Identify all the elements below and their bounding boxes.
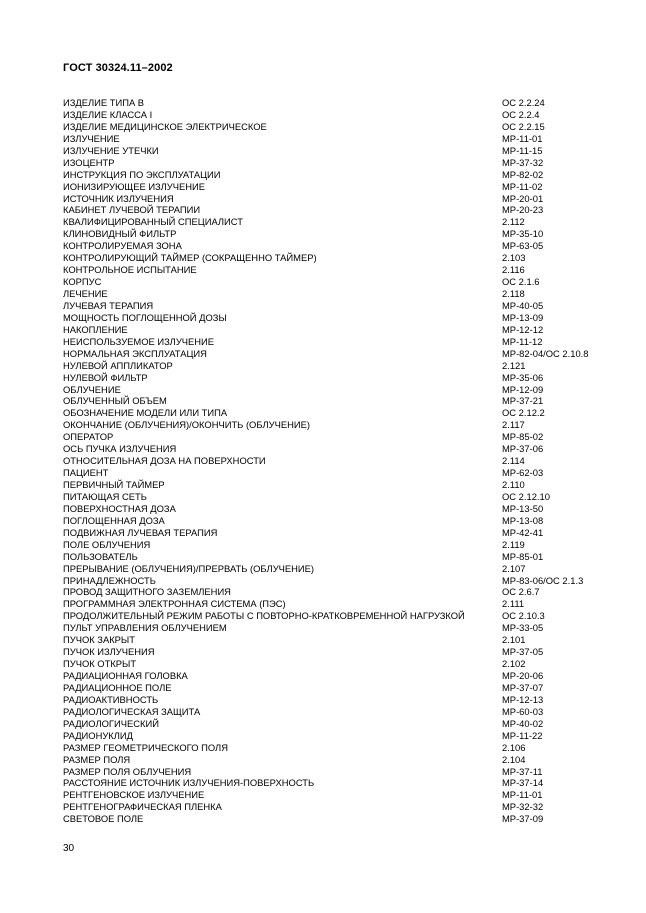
index-term: ОБЛУЧЕННЫЙ ОБЪЕМ [63, 395, 167, 407]
index-row [63, 634, 609, 646]
index-row [63, 586, 609, 598]
index-reference: МР-12-09 [502, 383, 544, 395]
index-row [63, 324, 609, 336]
index-row [63, 610, 609, 622]
index-term: НУЛЕВОЙ ФИЛЬТР [63, 371, 148, 383]
index-row [63, 443, 609, 455]
index-row [63, 276, 609, 288]
index-term: РЕНТГЕНОГРАФИЧЕСКАЯ ПЛЕНКА [63, 801, 222, 813]
term-index [63, 97, 609, 825]
index-term: МОЩНОСТЬ ПОГЛОЩЕННОЙ ДОЗЫ [63, 311, 227, 323]
index-term: ОТНОСИТЕЛЬНАЯ ДОЗА НА ПОВЕРХНОСТИ [63, 455, 266, 467]
index-term: ПОВЕРХНОСТНАЯ ДОЗА [63, 502, 176, 514]
index-reference: ОС 2.2.24 [502, 97, 545, 108]
index-term: РАДИАЦИОННОЕ ПОЛЕ [63, 681, 172, 693]
index-term: ПРОДОЛЖИТЕЛЬНЫЙ РЕЖИМ РАБОТЫ С ПОВТОРНО-КРАТКОВРЕМЕННОЙ НАГРУЗКОЙ [63, 610, 465, 622]
index-term: ПАЦИЕНТ [63, 467, 109, 479]
index-term: ПУЧОК ОТКРЫТ [63, 658, 137, 670]
index-term: КОРПУС [63, 276, 102, 288]
index-reference: ОС 2.2.4 [502, 108, 540, 120]
index-reference: МР-37-32 [502, 156, 544, 168]
index-term: ИЗДЕЛИЕ МЕДИЦИНСКОЕ ЭЛЕКТРИЧЕСКОЕ [63, 120, 267, 132]
index-row [63, 622, 609, 634]
index-term: РАДИАЦИОННАЯ ГОЛОВКА [63, 670, 188, 681]
index-term: ЛУЧЕВАЯ ТЕРАПИЯ [63, 299, 154, 311]
index-row [63, 300, 609, 312]
index-reference: МР-40-02 [502, 717, 544, 729]
index-reference: МР-11-22 [502, 729, 543, 741]
index-reference: МР-37-09 [502, 813, 544, 825]
index-reference: 2.106 [502, 741, 526, 753]
index-reference: МР-37-14 [502, 777, 544, 789]
index-term: КОНТРОЛИРУЕМАЯ ЗОНА [63, 240, 182, 252]
index-term: ПРОГРАММНАЯ ЭЛЕКТРОННАЯ СИСТЕМА (ПЭС) [63, 598, 286, 610]
index-reference: МР-13-08 [502, 514, 544, 526]
index-row [63, 694, 609, 706]
index-term: КОНТРОЛЬНОЕ ИСПЫТАНИЕ [63, 264, 197, 276]
index-reference: МР-20-01 [502, 192, 544, 204]
index-row [63, 252, 609, 264]
index-reference: 2.112 [502, 216, 525, 228]
index-row [63, 503, 609, 515]
index-term: ПУЧОК ИЗЛУЧЕНИЯ [63, 646, 155, 658]
index-row [63, 395, 609, 407]
index-reference: 2.121 [502, 359, 526, 371]
index-reference: МР-11-02 [502, 180, 543, 192]
index-row [63, 193, 609, 205]
index-reference: ОС 2.10.3 [502, 610, 545, 622]
index-reference: МР-13-09 [502, 311, 544, 323]
index-reference: МР-37-06 [502, 443, 544, 455]
index-row [63, 169, 609, 181]
index-term: КОНТРОЛИРУЮЩИЙ ТАЙМЕР (СОКРАЩЕННО ТАЙМЕР) [63, 252, 317, 264]
index-reference: 2.104 [502, 753, 526, 765]
index-reference: 2.119 [502, 538, 525, 550]
index-row [63, 777, 609, 789]
index-reference: МР-37-11 [502, 765, 543, 777]
index-term: ИОНИЗИРУЮЩЕЕ ИЗЛУЧЕНИЕ [63, 180, 205, 192]
index-row [63, 491, 609, 503]
index-row [63, 766, 609, 778]
index-row [63, 813, 609, 825]
index-reference: МР-82-02 [502, 168, 544, 180]
index-reference: ОС 2.6.7 [502, 586, 540, 598]
index-term: ПУЛЬТ УПРАВЛЕНИЯ ОБЛУЧЕНИЕМ [63, 622, 227, 634]
index-reference: ОС 2.12.10 [502, 490, 550, 502]
index-row [63, 121, 609, 133]
index-row [63, 646, 609, 658]
index-term: НЕИСПОЛЬЗУЕМОЕ ИЗЛУЧЕНИЕ [63, 335, 215, 347]
index-term: РАЗМЕР ПОЛЯ [63, 753, 131, 765]
index-row [63, 288, 609, 300]
index-term: РАДИОАКТИВНОСТЬ [63, 693, 159, 705]
index-reference: ОС 2.1.6 [502, 276, 540, 288]
index-term: КАБИНЕТ ЛУЧЕВОЙ ТЕРАПИИ [63, 204, 201, 216]
index-row [63, 682, 609, 694]
index-reference: МР-63-05 [502, 240, 544, 252]
index-row [63, 575, 609, 587]
index-reference: МР-11-15 [502, 144, 543, 156]
index-reference: МР-11-01 [502, 789, 543, 801]
index-reference: МР-42-41 [502, 526, 544, 538]
index-row [63, 419, 609, 431]
index-reference: МР-11-01 [502, 132, 543, 144]
index-reference: 2.114 [502, 455, 525, 467]
index-row [63, 372, 609, 384]
index-reference: МР-20-23 [502, 204, 544, 216]
index-term: ПОЛЕ ОБЛУЧЕНИЯ [63, 538, 151, 550]
index-term: РАЗМЕР ПОЛЯ ОБЛУЧЕНИЯ [63, 765, 192, 777]
index-term: ИНСТРУКЦИЯ ПО ЭКСПЛУАТАЦИИ [63, 168, 221, 180]
index-reference: МР-12-13 [502, 693, 544, 705]
index-row [63, 431, 609, 443]
index-reference: МР-62-03 [502, 467, 544, 479]
index-reference: 2.102 [502, 658, 526, 670]
index-row [63, 204, 609, 216]
index-row [63, 563, 609, 575]
index-row [63, 228, 609, 240]
index-term: ПОГЛОЩЕННАЯ ДОЗА [63, 514, 165, 526]
index-row [63, 670, 609, 682]
index-term: ОСЬ ПУЧКА ИЗЛУЧЕНИЯ [63, 443, 177, 455]
index-row [63, 360, 609, 372]
index-row [63, 598, 609, 610]
index-term: ПОЛЬЗОВАТЕЛЬ [63, 550, 138, 562]
index-term: ПОДВИЖНАЯ ЛУЧЕВАЯ ТЕРАПИЯ [63, 526, 218, 538]
index-row [63, 742, 609, 754]
index-reference: МР-37-21 [502, 395, 544, 407]
index-row [63, 336, 609, 348]
index-row [63, 754, 609, 766]
index-term: НАКОПЛЕНИЕ [63, 323, 128, 335]
index-term: НОРМАЛЬНАЯ ЭКСПЛУАТАЦИЯ [63, 347, 207, 359]
index-reference: МР-40-05 [502, 299, 544, 311]
index-row [63, 181, 609, 193]
index-row [63, 658, 609, 670]
index-reference: МР-35-10 [502, 228, 544, 240]
index-row [63, 801, 609, 813]
index-row [63, 407, 609, 419]
index-row [63, 730, 609, 742]
index-row [63, 789, 609, 801]
index-term: НУЛЕВОЙ АППЛИКАТОР [63, 359, 173, 371]
index-reference: МР-85-02 [502, 431, 544, 443]
index-reference: МР-33-05 [502, 622, 544, 634]
index-reference: МР-13-50 [502, 502, 544, 514]
index-reference: 2.116 [502, 264, 525, 276]
index-term: ИЗОЦЕНТР [63, 156, 115, 168]
index-reference: ОС 2.2.15 [502, 120, 545, 132]
index-row [63, 479, 609, 491]
index-reference: МР-20-06 [502, 670, 544, 681]
index-term: ИЗДЕЛИЕ КЛАССА I [63, 108, 153, 120]
index-reference: МР-82-04/ОС 2.10.8 [502, 347, 589, 359]
index-row [63, 109, 609, 121]
index-term: ПРЕРЫВАНИЕ (ОБЛУЧЕНИЯ)/ПРЕРВАТЬ (ОБЛУЧЕНИЕ) [63, 562, 315, 574]
index-term: ИЗЛУЧЕНИЕ УТЕЧКИ [63, 144, 159, 156]
index-term: РАДИОЛОГИЧЕСКАЯ ЗАЩИТА [63, 705, 201, 717]
index-term: ОБОЗНАЧЕНИЕ МОДЕЛИ ИЛИ ТИПА [63, 407, 228, 419]
index-term: ПЕРВИЧНЫЙ ТАЙМЕР [63, 479, 165, 490]
index-row [63, 216, 609, 228]
index-row [63, 348, 609, 360]
index-term: ОПЕРАТОР [63, 431, 114, 443]
index-reference: МР-35-06 [502, 371, 544, 383]
index-reference: ОС 2.12.2 [502, 407, 545, 419]
index-reference: МР-37-07 [502, 681, 544, 693]
index-row [63, 240, 609, 252]
index-reference: МР-60-03 [502, 705, 544, 717]
index-row [63, 706, 609, 718]
index-term: РАССТОЯНИЕ ИСТОЧНИК ИЗЛУЧЕНИЯ-ПОВЕРХНОСТЬ [63, 777, 315, 789]
index-reference: МР-83-06/ОС 2.1.3 [502, 574, 584, 586]
index-term: ИЗЛУЧЕНИЕ [63, 132, 120, 144]
index-term: ЛЕЧЕНИЕ [63, 288, 108, 299]
index-reference: МР-12-12 [502, 323, 544, 335]
index-row [63, 527, 609, 539]
index-row [63, 539, 609, 551]
index-term: ПИТАЮЩАЯ СЕТЬ [63, 490, 147, 502]
index-term: СВЕТОВОЕ ПОЛЕ [63, 813, 144, 825]
index-reference: МР-32-32 [502, 801, 544, 813]
index-reference: 2.103 [502, 252, 526, 264]
index-term: РАЗМЕР ГЕОМЕТРИЧЕСКОГО ПОЛЯ [63, 741, 228, 753]
index-reference: МР-37-05 [502, 646, 544, 658]
index-row [63, 133, 609, 145]
index-reference: 2.101 [502, 634, 526, 646]
index-row [63, 467, 609, 479]
index-row [63, 312, 609, 324]
index-row [63, 97, 609, 109]
index-reference: 2.111 [502, 598, 525, 610]
index-row [63, 551, 609, 563]
index-term: РЕНТГЕНОВСКОЕ ИЗЛУЧЕНИЕ [63, 789, 205, 801]
index-row [63, 264, 609, 276]
index-row [63, 515, 609, 527]
index-reference: МР-85-01 [502, 550, 544, 562]
index-reference: 2.107 [502, 562, 526, 574]
index-reference: 2.117 [502, 419, 525, 431]
index-reference: 2.110 [502, 479, 525, 490]
index-term: ОБЛУЧЕНИЕ [63, 383, 121, 395]
index-row [63, 455, 609, 467]
index-term: КВАЛИФИЦИРОВАННЫЙ СПЕЦИАЛИСТ [63, 216, 243, 228]
index-reference: 2.118 [502, 288, 525, 299]
index-term: ИЗДЕЛИЕ ТИПА В [63, 97, 145, 108]
index-row [63, 718, 609, 730]
document-header: ГОСТ 30324.11–2002 [63, 62, 173, 74]
index-term: РАДИОНУКЛИД [63, 729, 133, 741]
index-row [63, 145, 609, 157]
page-number: 30 [63, 843, 75, 854]
index-term: ОКОНЧАНИЕ (ОБЛУЧЕНИЯ)/ОКОНЧИТЬ (ОБЛУЧЕНИЕ) [63, 419, 310, 431]
index-term: ИСТОЧНИК ИЗЛУЧЕНИЯ [63, 192, 174, 204]
index-term: КЛИНОВИДНЫЙ ФИЛЬТР [63, 228, 177, 240]
index-term: ПРИНАДЛЕЖНОСТЬ [63, 574, 156, 586]
index-reference: МР-11-12 [502, 335, 543, 347]
index-row [63, 384, 609, 396]
index-term: РАДИОЛОГИЧЕСКИЙ [63, 717, 159, 729]
index-row [63, 157, 609, 169]
index-term: ПРОВОД ЗАЩИТНОГО ЗАЗЕМЛЕНИЯ [63, 586, 231, 598]
index-term: ПУЧОК ЗАКРЫТ [63, 634, 135, 646]
